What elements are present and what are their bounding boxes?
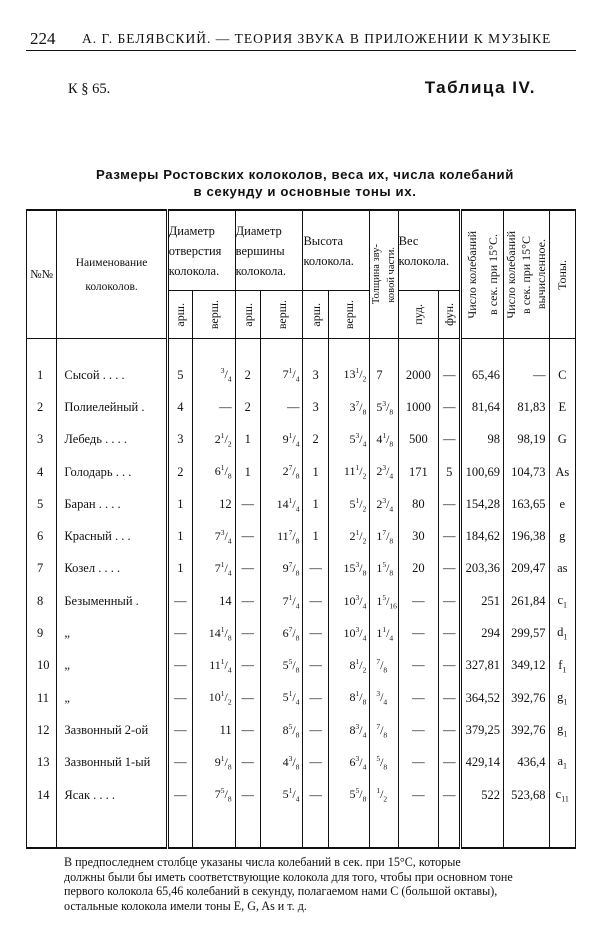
cell-name: Баран . . . .	[57, 488, 167, 520]
cell-do-a: —	[167, 650, 192, 682]
cell-dt-a: —	[235, 682, 260, 714]
table-row	[27, 359, 576, 391]
sub-pud	[398, 291, 439, 339]
cell-dt-v: $7^1/_4$	[260, 359, 303, 391]
cell-do-v: 12	[193, 488, 236, 520]
cell-n: 6	[27, 520, 57, 552]
cell-dt-a: —	[235, 585, 260, 617]
cell-do-a: 4	[167, 391, 192, 423]
cell-n: 4	[27, 456, 57, 488]
cell-h-v: $8^3/_4$	[328, 714, 370, 746]
cell-n: 9	[27, 617, 57, 649]
cell-name: Полиелейный .	[57, 391, 167, 423]
cell-f-meas: 364,52	[461, 682, 504, 714]
cell-do-a: 5	[167, 359, 192, 391]
header-freq-measured-1: Число колебаний	[465, 230, 480, 319]
cell-n: 13	[27, 747, 57, 779]
table-row	[27, 585, 576, 617]
footnote-line-1: В предпоследнем столбце указаны числа колебаний в сек. при 15°C, которые	[64, 855, 461, 869]
cell-f-calc: 104,73	[503, 456, 549, 488]
cell-n: 10	[27, 650, 57, 682]
header-name-line-2: колоколов.	[85, 280, 138, 293]
cell-h-v: $5^5/_8$	[328, 779, 370, 811]
cell-f-meas: 251	[461, 585, 504, 617]
cell-dt-v: $5^1/_4$	[260, 682, 303, 714]
cell-tone: C	[549, 359, 575, 391]
header-thickness-2: ковой части.	[385, 246, 397, 303]
header-diam-top-3: колокола.	[235, 263, 287, 278]
cell-h-v: $15^3/_8$	[328, 553, 370, 585]
cell-dt-v: $5^1/_4$	[260, 779, 303, 811]
table-row	[27, 456, 576, 488]
cell-f-calc: 436,4	[503, 747, 549, 779]
cell-h-v: $3^7/_8$	[328, 391, 370, 423]
cell-dt-a: —	[235, 520, 260, 552]
table-row	[27, 682, 576, 714]
cell-th: $2^3/_4$	[370, 488, 398, 520]
cell-th: $1^7/_8$	[370, 520, 398, 552]
header-freq-measured	[461, 210, 504, 339]
cell-do-v: $^3/_4$	[193, 359, 236, 391]
cell-name: „	[57, 682, 167, 714]
cell-f-meas: 184,62	[461, 520, 504, 552]
cell-h-v: $8^1/_8$	[328, 682, 370, 714]
cell-h-v: $5^3/_4$	[328, 424, 370, 456]
cell-dt-a: —	[235, 617, 260, 649]
table-row	[27, 617, 576, 649]
cell-h-v: $11^1/_2$	[328, 456, 370, 488]
cell-funt: —	[439, 488, 461, 520]
cell-f-meas: 203,36	[461, 553, 504, 585]
cell-tone: as	[549, 553, 575, 585]
cell-th: $^3/_4$	[370, 682, 398, 714]
cell-th: $5^3/_8$	[370, 391, 398, 423]
cell-n: 14	[27, 779, 57, 811]
cell-dt-a: 1	[235, 424, 260, 456]
cell-th: $1^1/_4$	[370, 617, 398, 649]
cell-h-v: $6^3/_4$	[328, 747, 370, 779]
cell-do-a: 2	[167, 456, 192, 488]
table-row	[27, 747, 576, 779]
running-head	[30, 29, 570, 49]
footnote	[64, 855, 538, 913]
cell-f-meas: 154,28	[461, 488, 504, 520]
cell-th: $^5/_8$	[370, 747, 398, 779]
cell-dt-v: $6^7/_8$	[260, 617, 303, 649]
cell-do-v: 11	[193, 714, 236, 746]
cell-dt-a: —	[235, 553, 260, 585]
cell-h-v: $13^1/_2$	[328, 359, 370, 391]
cell-dt-a: —	[235, 488, 260, 520]
cell-tone: $f_1$	[549, 650, 575, 682]
cell-f-calc: 392,76	[503, 714, 549, 746]
cell-n: 12	[27, 714, 57, 746]
cell-funt: —	[439, 359, 461, 391]
cell-funt: —	[439, 747, 461, 779]
cell-n: 2	[27, 391, 57, 423]
cell-tone: e	[549, 488, 575, 520]
sub-do-versh-text: верш.	[206, 299, 221, 330]
cell-tone: G	[549, 424, 575, 456]
cell-funt: —	[439, 779, 461, 811]
cell-h-a: —	[303, 714, 328, 746]
cell-h-v: $8^1/_2$	[328, 650, 370, 682]
cell-name: „	[57, 617, 167, 649]
cell-do-v: —	[193, 391, 236, 423]
cell-tone: E	[549, 391, 575, 423]
cell-dt-v: $9^1/_4$	[260, 424, 303, 456]
cell-f-calc: 81,83	[503, 391, 549, 423]
cell-pud: —	[398, 650, 439, 682]
cell-f-meas: 379,25	[461, 714, 504, 746]
cell-n: 7	[27, 553, 57, 585]
cell-dt-a: —	[235, 747, 260, 779]
cell-f-calc: 209,47	[503, 553, 549, 585]
cell-name: Красный . . .	[57, 520, 167, 552]
cell-h-a: —	[303, 617, 328, 649]
header-diam-top-1: Диаметр	[235, 223, 282, 238]
header-tones-text: Тоны.	[555, 259, 570, 290]
cell-f-meas: 100,69	[461, 456, 504, 488]
cell-h-a: —	[303, 779, 328, 811]
bells-table	[26, 209, 576, 849]
cell-pud: —	[398, 747, 439, 779]
header-diam-open	[167, 210, 235, 291]
cell-do-a: —	[167, 617, 192, 649]
cell-dt-v: $9^7/_8$	[260, 553, 303, 585]
header-weight-1: Вес	[398, 233, 419, 248]
cell-h-a: 3	[303, 359, 328, 391]
sub-pud-text: пуд.	[411, 304, 426, 325]
cell-f-meas: 327,81	[461, 650, 504, 682]
cell-f-calc: 163,65	[503, 488, 549, 520]
cell-do-v: $7^1/_4$	[193, 553, 236, 585]
sub-h-arsh-text: арш.	[308, 302, 323, 327]
cell-f-calc: 261,84	[503, 585, 549, 617]
cell-f-meas: 522	[461, 779, 504, 811]
sub-do-arsh	[167, 291, 192, 339]
cell-do-a: —	[167, 682, 192, 714]
cell-h-a: —	[303, 553, 328, 585]
table-title	[40, 166, 570, 200]
cell-h-a: —	[303, 747, 328, 779]
cell-name: Козел . . . .	[57, 553, 167, 585]
cell-tone: $g_1$	[549, 714, 575, 746]
cell-name: „	[57, 650, 167, 682]
cell-funt: —	[439, 682, 461, 714]
header-nn: №№	[27, 210, 57, 339]
cell-f-calc: 349,12	[503, 650, 549, 682]
cell-name: Сысой . . . .	[57, 359, 167, 391]
title-line-2: в секунду и основные тоны их.	[193, 184, 417, 199]
sub-do-versh	[193, 291, 236, 339]
cell-h-v: $5^1/_2$	[328, 488, 370, 520]
header-diam-top-2: вершины	[235, 243, 285, 258]
header-height-1: Высота	[303, 233, 344, 248]
header-name-line-1: Наименование	[75, 256, 148, 269]
cell-h-v: $2^1/_2$	[328, 520, 370, 552]
header-height	[303, 210, 370, 291]
cell-funt: —	[439, 391, 461, 423]
footnote-line-4: остальные колокола имели тоны E, G, As и т. д.	[64, 898, 307, 913]
cell-pud: 80	[398, 488, 439, 520]
cell-h-a: 1	[303, 520, 328, 552]
cell-n: 5	[27, 488, 57, 520]
running-head-title: А. Г. БЕЛЯВСКИЙ. — ТЕОРИЯ ЗВУКА В ПРИЛОЖЕНИИ К МУЗЫКЕ	[82, 31, 552, 46]
cell-pud: —	[398, 617, 439, 649]
table-row	[27, 714, 576, 746]
cell-f-calc: 392,76	[503, 682, 549, 714]
cell-funt: —	[439, 714, 461, 746]
footnote-line-2: должны были бы иметь соответствующие колокола для того, чтобы при основном тоне	[64, 869, 513, 884]
cell-f-meas: 81,64	[461, 391, 504, 423]
header-weight-2: колокола.	[398, 253, 450, 268]
cell-do-v: $10^1/_2$	[193, 682, 236, 714]
cell-do-a: —	[167, 714, 192, 746]
cell-dt-a: —	[235, 650, 260, 682]
cell-h-a: 2	[303, 424, 328, 456]
cell-dt-v: $8^5/_8$	[260, 714, 303, 746]
cell-pud: —	[398, 714, 439, 746]
cell-tone: g	[549, 520, 575, 552]
sub-h-arsh	[303, 291, 328, 339]
header-height-2: колокола.	[303, 253, 354, 268]
cell-pud: 500	[398, 424, 439, 456]
cell-do-a: 1	[167, 520, 192, 552]
header-diam-open-2: отверстия	[168, 243, 222, 258]
cell-dt-v: $14^1/_4$	[260, 488, 303, 520]
sub-funt	[439, 291, 461, 339]
cell-h-a: —	[303, 682, 328, 714]
cell-dt-v: $5^5/_8$	[260, 650, 303, 682]
cell-dt-v: $4^3/_8$	[260, 747, 303, 779]
cell-pud: 20	[398, 553, 439, 585]
cell-tone: $c_{11}$	[549, 779, 575, 811]
header-diam-top	[235, 210, 303, 291]
cell-pud: 2000	[398, 359, 439, 391]
cell-name: Зазвонный 2-ой	[57, 714, 167, 746]
table-row	[27, 779, 576, 811]
cell-name: Безыменный .	[57, 585, 167, 617]
cell-pud: 1000	[398, 391, 439, 423]
spacer-row	[27, 339, 576, 360]
cell-h-v: $10^3/_4$	[328, 585, 370, 617]
cell-do-a: —	[167, 585, 192, 617]
cell-dt-a: 2	[235, 359, 260, 391]
cell-n: 1	[27, 359, 57, 391]
cell-funt: —	[439, 553, 461, 585]
cell-n: 11	[27, 682, 57, 714]
spacer-row	[27, 811, 576, 848]
header-diam-open-3: колокола.	[168, 263, 220, 278]
cell-f-calc: 196,38	[503, 520, 549, 552]
title-line-1: Размеры Ростовских колоколов, веса их, числа колебаний	[96, 167, 514, 182]
cell-h-a: 1	[303, 456, 328, 488]
table-row	[27, 391, 576, 423]
cell-pud: 171	[398, 456, 439, 488]
cell-do-a: 1	[167, 553, 192, 585]
cell-do-v: $2^1/_2$	[193, 424, 236, 456]
footnote-line-3: первого колокола 65,46 колебаний в секунду, полагаемом нами C (большой октавы),	[64, 884, 498, 899]
cell-h-a: 3	[303, 391, 328, 423]
cell-th: $^7/_8$	[370, 714, 398, 746]
cell-dt-v: $11^7/_8$	[260, 520, 303, 552]
cell-do-v: $6^1/_8$	[193, 456, 236, 488]
header-freq-calc-1: Число колебаний	[504, 230, 519, 319]
header-name	[57, 210, 167, 339]
header-diam-open-1: Диаметр	[168, 223, 215, 238]
cell-do-a: —	[167, 779, 192, 811]
table-row	[27, 553, 576, 585]
header-thickness-1: Толщина зву-	[371, 244, 383, 305]
page-number: 224	[30, 29, 56, 48]
cell-name: Ясак . . . .	[57, 779, 167, 811]
cell-th: $2^3/_4$	[370, 456, 398, 488]
cell-pud: —	[398, 585, 439, 617]
cell-do-a: 1	[167, 488, 192, 520]
cell-funt: —	[439, 585, 461, 617]
cell-do-v: 14	[193, 585, 236, 617]
cell-pud: —	[398, 779, 439, 811]
cell-do-v: $14^1/_8$	[193, 617, 236, 649]
cell-tone: $g_1$	[549, 682, 575, 714]
table-tag: Таблица IV.	[424, 78, 536, 97]
cell-n: 8	[27, 585, 57, 617]
cell-funt: —	[439, 650, 461, 682]
cell-do-v: $7^3/_4$	[193, 520, 236, 552]
cell-f-meas: 294	[461, 617, 504, 649]
sub-dt-arsh	[235, 291, 260, 339]
table-row	[27, 520, 576, 552]
cell-do-v: $11^1/_4$	[193, 650, 236, 682]
cell-pud: 30	[398, 520, 439, 552]
sub-dt-versh-text: верш.	[274, 299, 289, 330]
header-weight	[398, 210, 461, 291]
cell-th: $4^1/_8$	[370, 424, 398, 456]
cell-dt-a: 2	[235, 391, 260, 423]
cell-th: $1^5/_8$	[370, 553, 398, 585]
cell-funt: 5	[439, 456, 461, 488]
cell-f-meas: 429,14	[461, 747, 504, 779]
header-freq-calc-2: в сек. при 15°C	[519, 235, 534, 314]
sub-funt-text: фун.	[442, 303, 457, 326]
cell-do-a: 3	[167, 424, 192, 456]
table-row	[27, 424, 576, 456]
cell-th: $^7/_8$	[370, 650, 398, 682]
cell-name: Зазвонный 1-ый	[57, 747, 167, 779]
cell-dt-a: —	[235, 714, 260, 746]
cell-do-v: $7^5/_8$	[193, 779, 236, 811]
section-reference: К § 65.	[68, 81, 111, 97]
cell-th: $^1/_2$	[370, 779, 398, 811]
cell-dt-v: —	[260, 391, 303, 423]
cell-n: 3	[27, 424, 57, 456]
cell-f-calc: 523,68	[503, 779, 549, 811]
cell-tone: As	[549, 456, 575, 488]
cell-h-a: —	[303, 650, 328, 682]
table-row	[27, 488, 576, 520]
cell-dt-a: 1	[235, 456, 260, 488]
cell-dt-a: —	[235, 779, 260, 811]
sub-do-arsh-text: арш.	[173, 302, 188, 327]
cell-do-a: —	[167, 747, 192, 779]
header-tones	[549, 210, 575, 339]
cell-funt: —	[439, 424, 461, 456]
cell-tone: $c_1$	[549, 585, 575, 617]
cell-tone: $a_1$	[549, 747, 575, 779]
cell-pud: —	[398, 682, 439, 714]
header-thickness	[370, 210, 398, 339]
cell-tone: $d_1$	[549, 617, 575, 649]
cell-dt-v: $7^1/_4$	[260, 585, 303, 617]
cell-funt: —	[439, 617, 461, 649]
sub-dt-versh	[260, 291, 303, 339]
cell-funt: —	[439, 520, 461, 552]
cell-h-v: $10^3/_4$	[328, 617, 370, 649]
cell-h-a: 1	[303, 488, 328, 520]
cell-f-meas: 65,46	[461, 359, 504, 391]
cell-f-calc: 299,57	[503, 617, 549, 649]
header-freq-measured-2: в сек. при 15°C.	[486, 234, 501, 315]
header-freq-calc	[503, 210, 549, 339]
cell-f-calc: 98,19	[503, 424, 549, 456]
sub-h-versh-text: верш.	[342, 299, 357, 330]
table-row	[27, 650, 576, 682]
cell-th: 7	[370, 359, 398, 391]
cell-h-a: —	[303, 585, 328, 617]
header-freq-calc-3: вычисленное.	[534, 239, 549, 310]
cell-f-meas: 98	[461, 424, 504, 456]
cell-th: $1^5/_{16}$	[370, 585, 398, 617]
cell-dt-v: $2^7/_8$	[260, 456, 303, 488]
cell-do-v: $9^1/_8$	[193, 747, 236, 779]
cell-f-calc: —	[503, 359, 549, 391]
cell-name: Голодарь . . .	[57, 456, 167, 488]
header-rule	[26, 50, 576, 51]
sub-h-versh	[328, 291, 370, 339]
sub-dt-arsh-text: арш.	[240, 302, 255, 327]
cell-name: Лебедь . . . .	[57, 424, 167, 456]
